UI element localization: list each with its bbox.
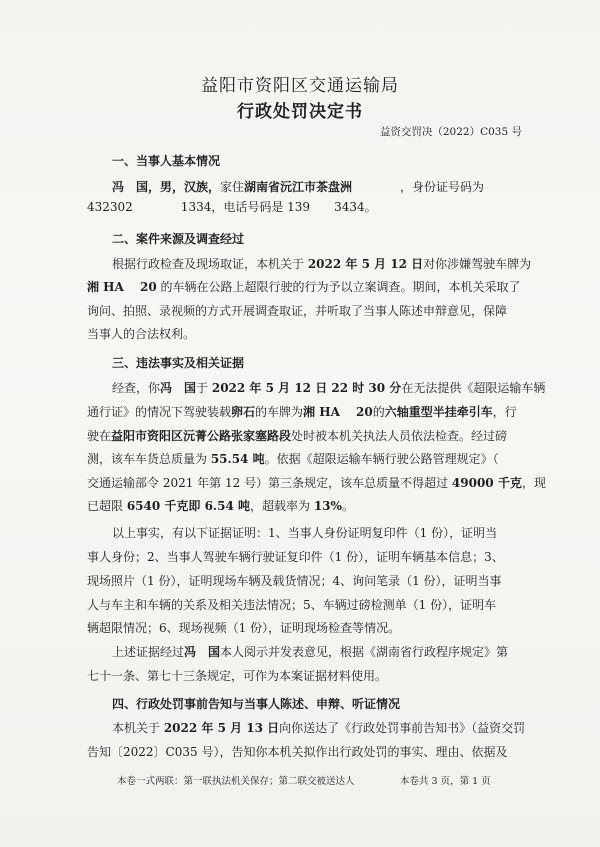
vehicle-plate: 湘 HA 20 <box>303 405 373 419</box>
total-mass: 55.54 吨 <box>210 452 265 466</box>
evidence-line: 人与车主和车辆的关系及相关违法情况；5、车辆过磅检测单（1 份），证明车 <box>87 598 497 612</box>
notice-date: 2022 年 5 月 13 日 <box>163 721 280 735</box>
facts-line <box>87 474 546 491</box>
agency-name: 益阳市资阳区交通运输局 <box>201 76 399 96</box>
case-source-line: 询问、拍照、录视频的方式开展调查取证，并听取了当事人陈述申辩意见，保障 <box>87 304 508 318</box>
text-span: 根据行政检查及现场取证，本机关于 <box>112 257 308 271</box>
section-heading-party-info: 一、当事人基本情况 <box>112 154 221 168</box>
text-span: 的 <box>372 405 385 419</box>
text-span: 经查，你 <box>112 381 161 395</box>
text-span: 在无法提供《超限运输车辆 <box>401 381 546 395</box>
text-span: 。依据《超限运输车辆行驶公路管理规定》（ <box>264 452 499 466</box>
text-span: 的车牌为 <box>255 405 304 419</box>
footer-page-number: 本卷共 3 页，第 1 页 <box>400 776 491 787</box>
evidence-review-line <box>112 643 508 660</box>
party-name-gender: 冯 国，男，汉族， <box>112 180 221 194</box>
party-address: 湖南省沅江市茶盘洲 <box>244 180 353 194</box>
case-source-line <box>112 255 531 272</box>
overload-amount: 6540 千克即 6.54 吨 <box>126 499 250 513</box>
party-info-line <box>112 178 484 195</box>
text-span: 于 <box>196 381 212 395</box>
text-span: 测，该车车货总质量为 <box>87 452 211 466</box>
facts-line <box>87 427 507 444</box>
text-span: 已超限 <box>87 499 127 513</box>
text-span: 向你送达了《行政处罚事前告知书》（益资交罚 <box>279 721 526 735</box>
facts-line <box>112 379 545 396</box>
document-number: 益资交罚决（2022）C035 号 <box>379 126 522 138</box>
document-title: 行政处罚决定书 <box>237 102 363 122</box>
cargo-type: 卵石 <box>231 405 256 419</box>
text-span: 通行证》的情况下驾驶装载 <box>87 405 232 419</box>
footer-copies-note: 本卷一式两联：第一联执法机关保存；第二联交被送达人 <box>117 776 355 787</box>
notice-line <box>112 719 525 736</box>
case-source-line: 当事人的合法权利。 <box>87 327 196 341</box>
case-date: 2022 年 5 月 12 日 <box>307 257 424 271</box>
evidence-line: 辆超限情况；6、现场视频（1 份），证明现场检查等情况。 <box>87 621 401 635</box>
party-name: 冯 国 <box>184 645 221 659</box>
party-info-tail: ，身份证号码为 <box>352 180 485 194</box>
evidence-line: 现场照片（1 份），证明现场车辆及载货情况；4、询问笔录（1 份），证明当事 <box>87 574 502 588</box>
evidence-line: 事人身份；2、当事人驾驶车辆行驶证复印件（1 份），证明车辆基本信息；3、 <box>87 550 504 564</box>
text-span: 。 <box>341 499 354 513</box>
inspection-location: 益阳市资阳区沅菁公路张家塞路段 <box>111 429 292 443</box>
evidence-line: 以上事实，有以下证据证明：1、当事人身份证明复印件（1 份），证明当 <box>112 526 498 540</box>
violation-datetime: 2022 年 5 月 12 日 22 时 30 分 <box>211 381 402 395</box>
facts-line <box>87 450 499 467</box>
mass-limit: 49000 千克 <box>451 476 522 490</box>
text-span: 交通运输部令 2021 年第 12 号）第三条规定，该车总质量不得超过 <box>87 476 452 490</box>
party-name: 冯 国 <box>160 381 197 395</box>
section-heading-case-source: 二、案件来源及调查经过 <box>112 232 245 246</box>
text-span: 对你涉嫌驾驶车牌为 <box>423 257 532 271</box>
section-heading-violation-facts: 三、违法事实及相关证据 <box>112 356 245 370</box>
text-span: 处时被本机关执法人员依法检查。经过磅 <box>291 429 508 443</box>
text-span: 本人阅示并发表意见，根据《湖南省行政程序规定》第 <box>220 645 509 659</box>
text-span: ，行 <box>492 405 517 419</box>
text-span: 驶在 <box>87 429 112 443</box>
vehicle-plate: 湘 HA 20 <box>87 280 157 294</box>
party-id-phone-line: 432302 1334，电话号码是 139 3434。 <box>87 200 377 214</box>
text-span: 本机关于 <box>112 721 164 735</box>
facts-line <box>87 403 517 420</box>
evidence-review-line: 七十一条、第七十三条规定，可作为本案证据材料使用。 <box>87 669 388 683</box>
text-span: 的车辆在公路上超限行驶的行为予以立案调查。期间，本机关采取了 <box>156 280 521 294</box>
section-heading-prior-notice: 四、行政处罚事前告知与当事人陈述、申辩、听证情况 <box>112 697 401 711</box>
text-span: ，超载率为 <box>250 499 314 513</box>
party-info-text: 家住 <box>220 180 245 194</box>
facts-line <box>87 497 354 514</box>
text-span: 上述证据经过 <box>112 645 185 659</box>
case-source-line <box>87 278 521 295</box>
notice-line: 告知〔2022〕C035 号），告知你本机关拟作出行政处罚的事实、理由、依据及 <box>87 745 508 759</box>
text-span: ，现 <box>521 476 546 490</box>
vehicle-type: 六轴重型半挂牵引车 <box>384 405 493 419</box>
overload-rate: 13% <box>313 499 342 513</box>
